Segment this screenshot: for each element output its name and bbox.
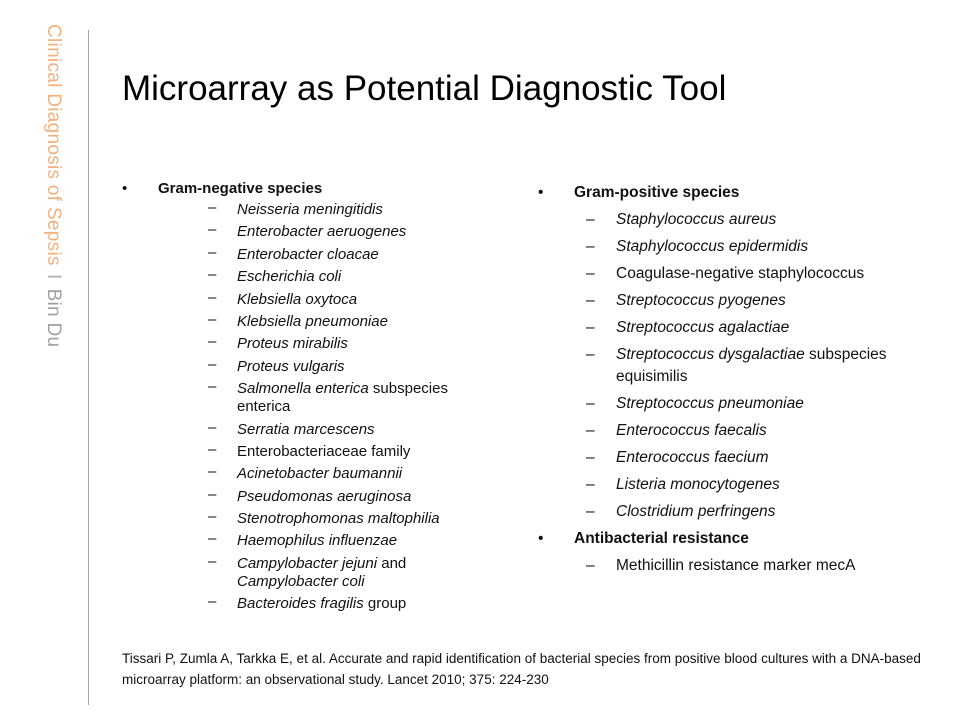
species-qualifier: subspecies enterica xyxy=(237,380,448,416)
species-name: Klebsiella pneumoniae xyxy=(237,312,388,330)
group-heading-antibacterial-resistance xyxy=(538,528,918,555)
species-name: Staphylococcus epidermidis xyxy=(616,238,809,255)
group-heading-label: Gram-positive species xyxy=(574,184,740,201)
species-name: Stenotrophomonas maltophilia xyxy=(237,510,440,528)
list-item xyxy=(158,553,482,593)
species-name: Serratia marcescens xyxy=(237,420,375,438)
gram-negative-list xyxy=(122,178,482,616)
gram-negative-items xyxy=(158,199,482,616)
species-name: Enterobacter cloacae xyxy=(237,245,379,263)
list-item xyxy=(538,236,918,263)
list-item xyxy=(538,263,918,290)
group-heading-gram-positive xyxy=(538,182,918,209)
group-heading-label: Gram-negative species xyxy=(158,180,323,197)
species-name: Staphylococcus aureus xyxy=(616,211,777,228)
species-name: Pseudomonas aeruginosa xyxy=(237,487,412,505)
species-name: Proteus mirabilis xyxy=(237,335,348,353)
species-name: Campylobacter coli xyxy=(237,572,365,590)
list-item xyxy=(158,199,482,221)
species-name: Salmonella enterica xyxy=(237,380,369,398)
gram-positive-items xyxy=(538,209,918,528)
species-name: Escherichia coli xyxy=(237,268,342,286)
list-item xyxy=(158,244,482,266)
species-name: Enterococcus faecium xyxy=(616,449,769,466)
list-item xyxy=(538,290,918,317)
sidebar-title xyxy=(38,24,68,404)
gram-positive-list xyxy=(538,182,918,582)
species-name: Streptococcus pneumoniae xyxy=(616,395,804,412)
list-item xyxy=(158,419,482,441)
species-name: Neisseria meningitidis xyxy=(237,201,383,218)
resistance-marker: Methicillin resistance marker mecA xyxy=(616,557,856,574)
sidebar-title-text: Clinical Diagnosis of Sepsis xyxy=(43,24,64,266)
list-item xyxy=(158,356,482,378)
species-name: Proteus vulgaris xyxy=(237,357,345,375)
species-qualifier: group xyxy=(363,595,407,613)
species-qualifier: Coagulase-negative staphylococcus xyxy=(616,265,865,282)
species-name: Streptococcus agalactiae xyxy=(616,319,790,336)
species-name: Streptococcus dysgalactiae xyxy=(616,346,805,363)
list-item xyxy=(538,344,918,393)
list-item xyxy=(538,209,918,236)
species-name: Bacteroides fragilis xyxy=(237,595,364,613)
species-name: Listeria monocytogenes xyxy=(616,476,780,493)
list-item xyxy=(158,593,482,615)
list-item xyxy=(538,447,918,474)
species-name: Acinetobacter baumannii xyxy=(237,465,403,483)
list-item xyxy=(538,501,918,528)
resistance-items xyxy=(538,555,918,582)
species-name: Enterococcus faecalis xyxy=(616,422,767,439)
list-item xyxy=(158,333,482,355)
list-item xyxy=(158,378,482,418)
list-item xyxy=(158,266,482,288)
list-item xyxy=(158,530,482,552)
list-item xyxy=(538,317,918,344)
list-item xyxy=(158,508,482,530)
list-item xyxy=(158,463,482,485)
species-qualifier: subspecies equisimilis xyxy=(616,346,887,385)
group-heading-gram-negative xyxy=(122,178,482,616)
species-name: Enterobacter aeruogenes xyxy=(237,223,407,241)
species-conjunction: and xyxy=(377,554,407,572)
resistance-items-wrapper xyxy=(538,555,918,582)
list-item xyxy=(158,441,482,463)
list-item xyxy=(158,486,482,508)
sidebar-author: Bin Du xyxy=(43,288,64,348)
reference-citation: Tissari P, Zumla A, Tarkka E, et al. Accurate and rapid identification of bacterial species from positive blood cultures with a DNA-based microarray platform: an observational study. Lancet 2010; 375: 224-230 xyxy=(122,651,921,687)
sidebar-separator: I xyxy=(43,274,64,280)
list-item xyxy=(538,420,918,447)
gram-positive-items-wrapper xyxy=(538,209,918,528)
list-item xyxy=(538,393,918,420)
group-heading-label: Antibacterial resistance xyxy=(574,530,749,547)
species-name: Klebsiella oxytoca xyxy=(237,290,358,308)
list-item xyxy=(158,289,482,311)
species-name: Campylobacter jejuni xyxy=(237,554,378,572)
list-item xyxy=(158,311,482,333)
vertical-divider xyxy=(88,30,89,705)
species-name: Streptococcus pyogenes xyxy=(616,292,786,309)
species-qualifier: Enterobacteriaceae family xyxy=(237,442,411,460)
slide-title: Microarray as Potential Diagnostic Tool xyxy=(122,69,727,108)
species-name: Clostridium perfringens xyxy=(616,503,776,520)
species-name: Haemophilus influenzae xyxy=(237,532,398,550)
list-item xyxy=(538,474,918,501)
list-item xyxy=(158,221,482,243)
list-item xyxy=(538,555,918,582)
